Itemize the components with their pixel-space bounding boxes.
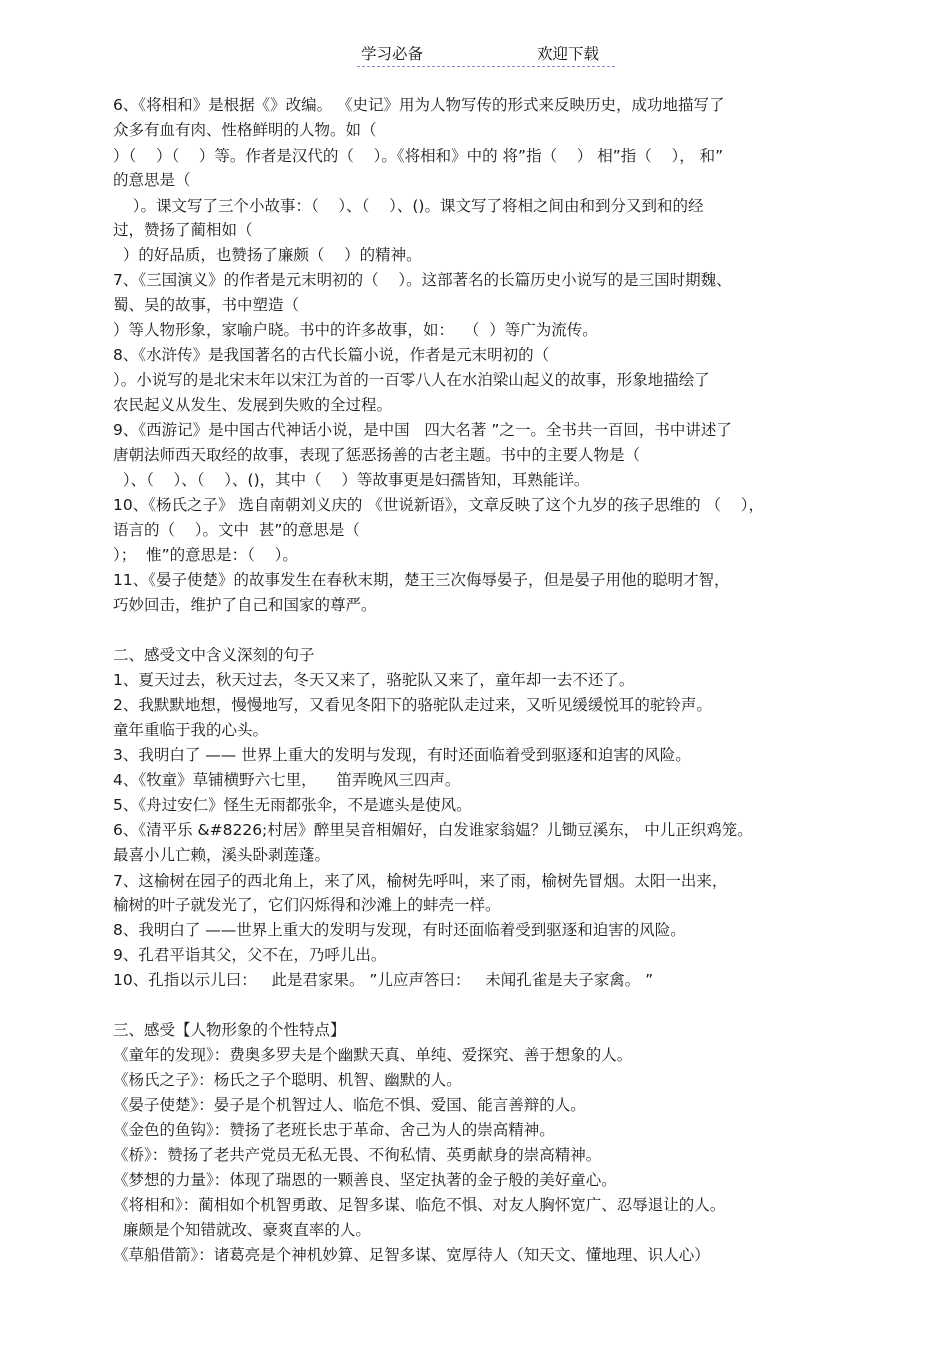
text-line: 的意思是（ [113,171,191,189]
text-line: 1、夏天过去，秋天过去，冬天又来了，骆驼队又来了，童年却一去不还了。 [113,671,635,689]
text-line: 最喜小儿亡赖，溪头卧剥莲蓬。 [113,846,331,864]
text-line: ）（ ）（ ）等。作者是汉代的（ ）。《将相和》中的 将”指（ ） 相”指（ ）， 和” [113,147,724,165]
text-line: 众多有血有肉、性格鲜明的人物。如（ [113,121,377,139]
text-line: 童年重临于我的心头。 [113,721,269,739]
section-heading: 二、感受文中含义深刻的句子 [113,646,315,664]
text-line: 7、这榆树在园子的西北角上，来了风，榆树先呼叫，来了雨，榆树先冒烟。太阳一出来， [113,872,728,890]
text-line: 5、《舟过安仁》怪生无雨都张伞，不是遮头是使风。 [113,796,472,814]
text-line: 3、我明白了 —— 世界上重大的发明与发现，有时还面临着受到驱逐和迫害的风险。 [113,746,691,764]
text-line: 10、孔指以示儿曰： 此是君家果。 ”儿应声答曰： 未闻孔雀是夫子家禽。 ” [113,971,654,989]
text-line: 6、《将相和》是根据《》改编。 《史记》用为人物写传的形式来反映历史，成功地描写了 [113,96,725,114]
text-line: 蜀、吴的故事，书中塑造（ [113,296,300,314]
text-line: 唐朝法师西天取经的故事，表现了惩恶扬善的古老主题。书中的主要人物是（ [113,446,641,464]
text-line: ）的好品质，也赞扬了廉颇（ ）的精神。 [113,246,422,264]
text-line: 语言的（ ）。文中 甚”的意思是（ [113,521,360,539]
text-line: 《梦想的力量》：体现了瑞恩的一颗善良、坚定执著的金子般的美好童心。 [113,1171,617,1189]
text-line: 《金色的鱼钩》：赞扬了老班长忠于革命、舍己为人的崇高精神。 [113,1121,555,1139]
section-heading: 三、感受【人物形象的个性特点】 [113,1021,346,1039]
text-line: ）。课文写了三个小故事：（ ）、（ ）、()。课文写了将相之间由和到分又到和的经 [113,197,704,215]
text-line: 《草船借箭》：诸葛亮是个神机妙算、足智多谋、宽厚待人（知天文、懂地理、识人心） [113,1246,710,1264]
text-line: 廉颇是个知错就改、豪爽直率的人。 [113,1221,371,1239]
text-line: 《将相和》：蔺相如个机智勇敢、足智多谋、临危不惧、对友人胸怀宽广、忍辱退让的人。 [113,1196,726,1214]
text-line: 2、我默默地想，慢慢地写，又看见冬阳下的骆驼队走过来，又听见缓缓悦耳的驼铃声。 [113,696,712,714]
text-line: ）、（ ）、（ ）、()，其中（ ）等故事更是妇孺皆知，耳熟能详。 [113,471,590,489]
text-line: 10、《杨氏之子》 选自南朝刘义庆的 《世说新语》，文章反映了这个九岁的孩子思维的 （ ）， [113,496,764,514]
text-line: 9、孔君平诣其父，父不在，乃呼儿出。 [113,946,387,964]
text-line: 4、《牧童》草铺横野六七里， 笛弄晚风三四声。 [113,771,461,789]
text-line: ）。小说写的是北宋末年以宋江为首的一百零八人在水泊梁山起义的故事，形象地描绘了 [113,371,710,389]
header-left-text: 学习必备 [361,45,424,63]
text-line: ）等人物形象，家喻户晓。书中的许多故事，如： （ ）等广为流传。 [113,321,598,339]
text-line: 过，赞扬了蔺相如（ [113,221,253,239]
text-line: ）； 惟”的意思是：（ ）。 [113,546,298,564]
text-line: 《桥》：赞扬了老共产党员无私无畏、不徇私情、英勇献身的崇高精神。 [113,1146,602,1164]
text-line: 《晏子使楚》：晏子是个机智过人、临危不惧、爱国、能言善辩的人。 [113,1096,586,1114]
text-line: 7、《三国演义》的作者是元末明初的（ ）。这部著名的长篇历史小说写的是三国时期魏、 [113,271,732,289]
text-line: 6、《清平乐 &#8226;村居》醉里吴音相媚好，白发谁家翁媪？儿锄豆溪东， 中儿正织鸡笼。 [113,821,753,839]
text-line: 8、我明白了 ——世界上重大的发明与发现，有时还面临着受到驱逐和迫害的风险。 [113,921,686,939]
text-line: 巧妙回击，维护了自己和国家的尊严。 [113,596,377,614]
text-line: 榆树的叶子就发光了，它们闪烁得和沙滩上的蚌壳一样。 [113,896,501,914]
text-line: 《童年的发现》：费奥多罗夫是个幽默天真、单纯、爱探究、善于想象的人。 [113,1046,633,1064]
page-header [357,38,615,67]
header-right-text: 欢迎下载 [537,45,600,63]
text-line: 农民起义从发生、发展到失败的全过程。 [113,396,393,414]
text-line: 《杨氏之子》：杨氏之子个聪明、机智、幽默的人。 [113,1071,462,1089]
text-line: 11、《晏子使楚》的故事发生在春秋末期，楚王三次侮辱晏子，但是晏子用他的聪明才智， [113,571,730,589]
text-line: 9、《西游记》是中国古代神话小说，是中国 四大名著 ”之一。全书共一百回，书中讲述了 [113,421,732,439]
text-line: 8、《水浒传》是我国著名的古代长篇小说，作者是元末明初的（ [113,346,550,364]
